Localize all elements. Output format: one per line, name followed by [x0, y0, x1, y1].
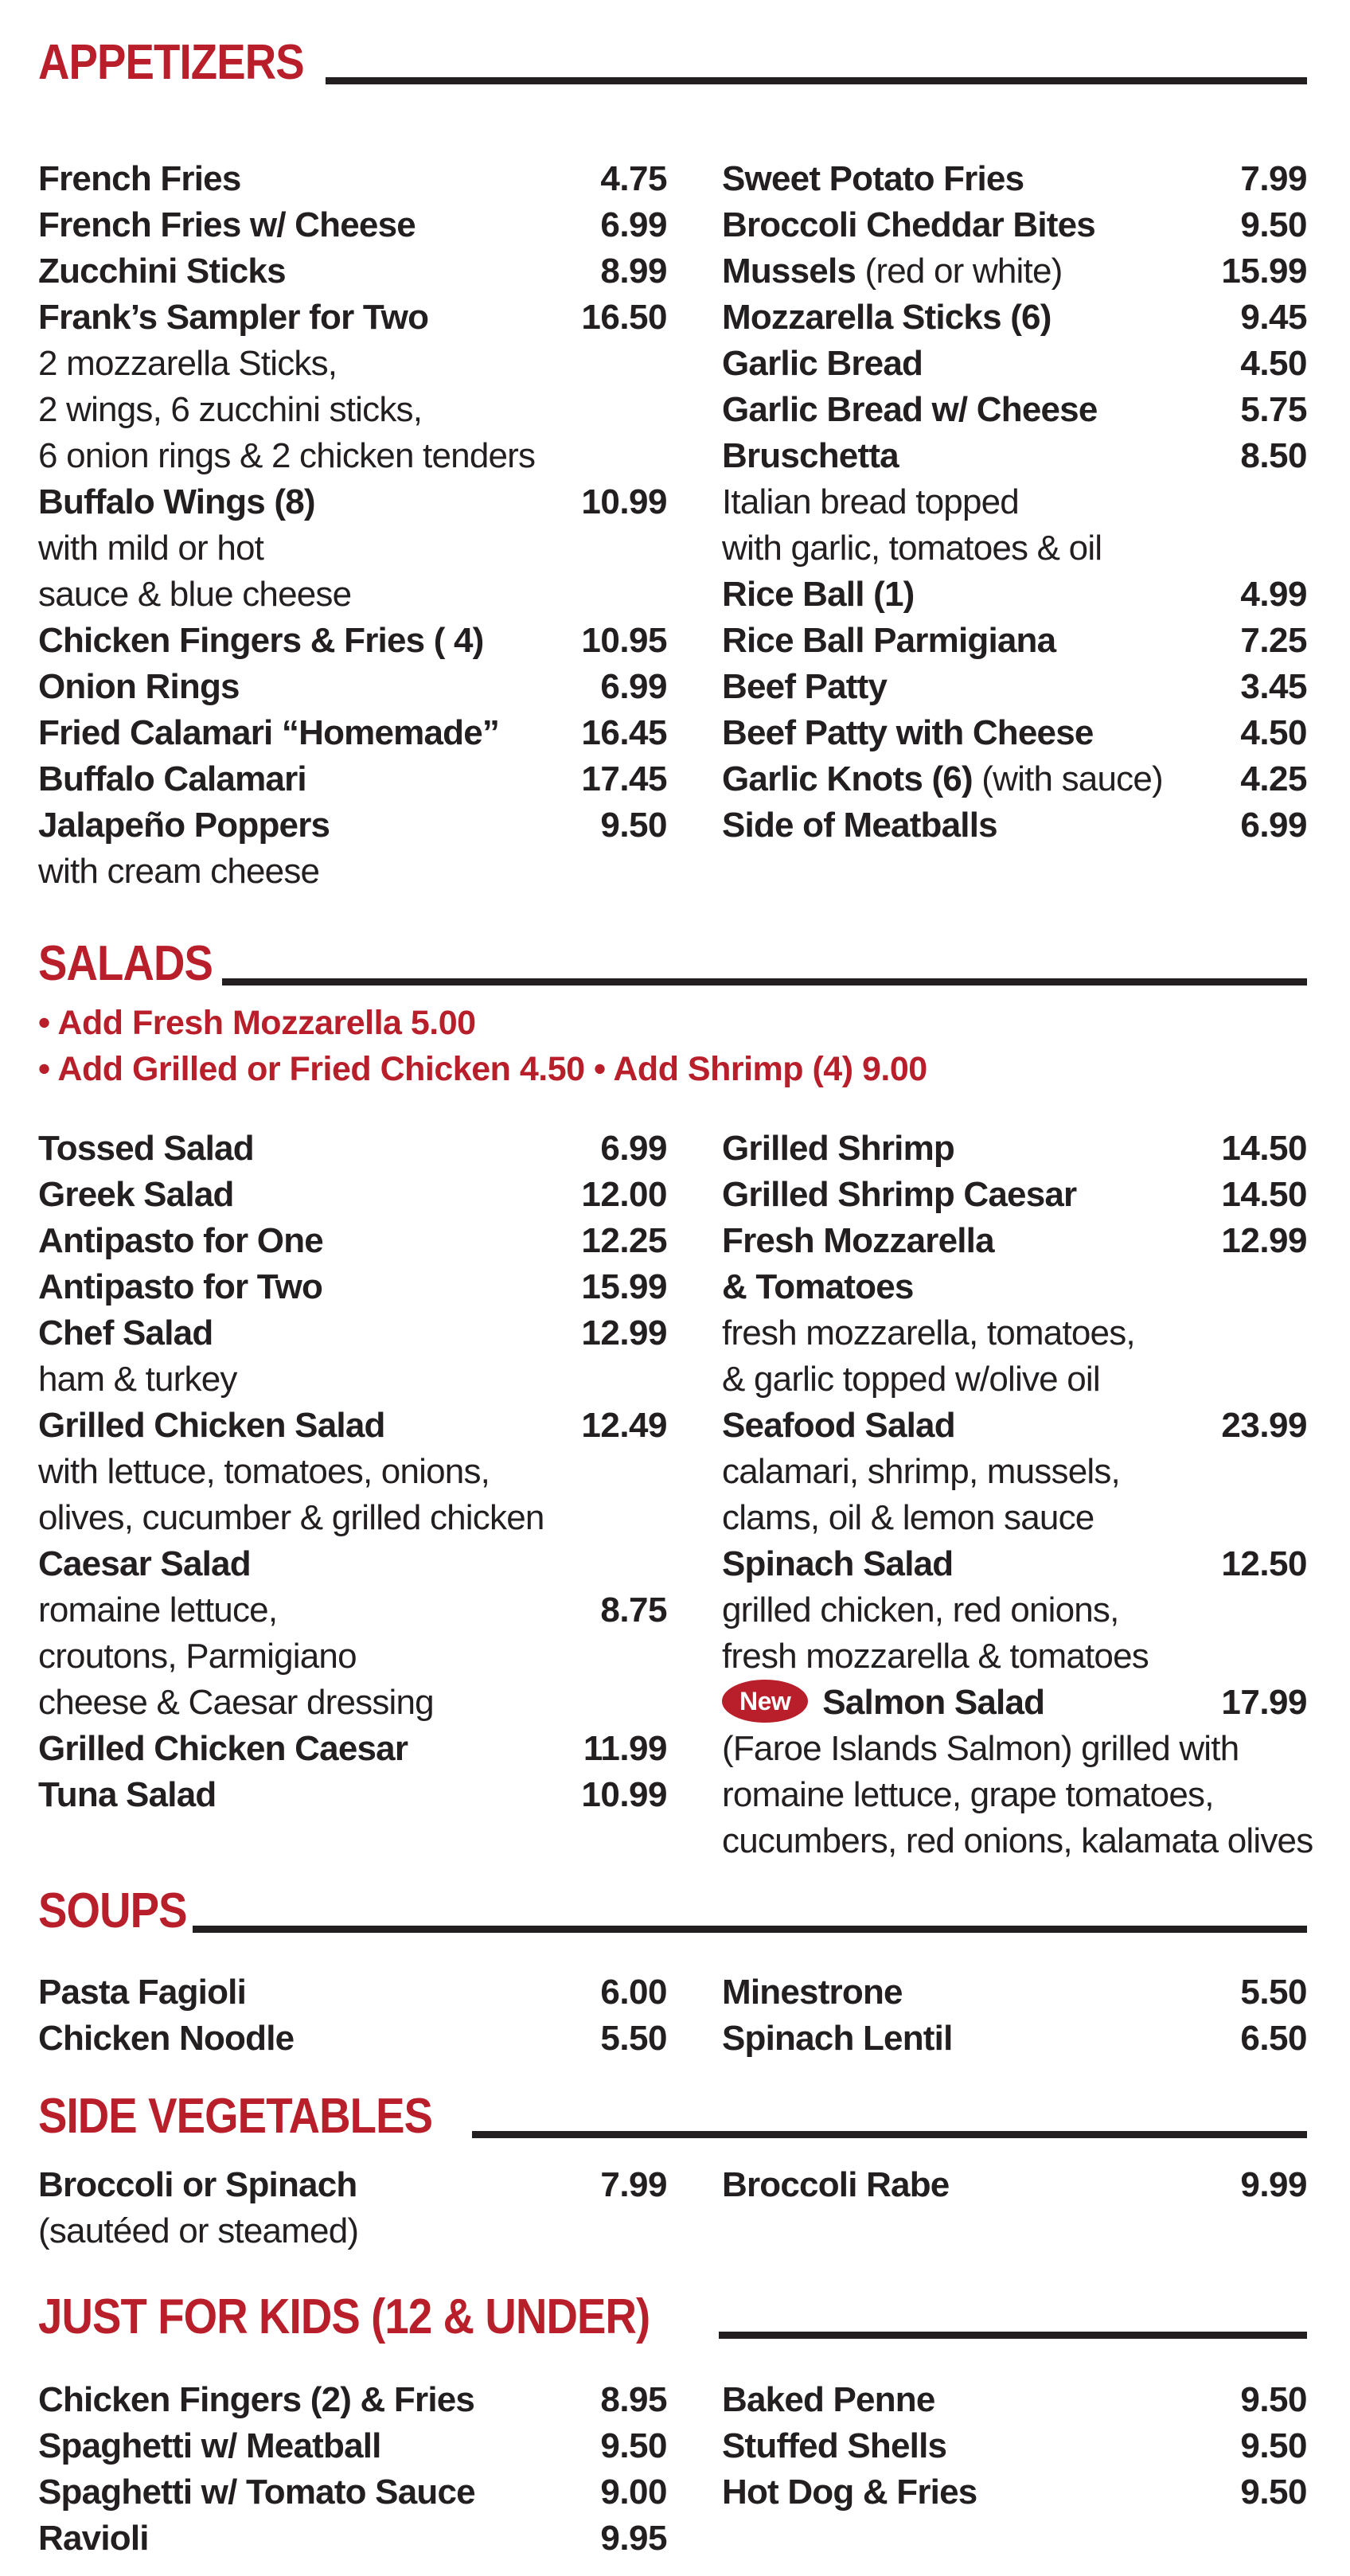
menu-item — [38, 1541, 667, 1587]
section-divider — [193, 1926, 1307, 1933]
item-price: 12.49 — [581, 1406, 667, 1445]
item-name — [722, 664, 887, 710]
item-name-text: Broccoli Cheddar Bites — [722, 205, 1095, 244]
item-description-line — [722, 1818, 1313, 1864]
salads-items — [38, 1126, 1313, 1864]
item-name — [722, 2016, 953, 2062]
item-description-line — [722, 1587, 1307, 1633]
item-description: calamari, shrimp, mussels, — [722, 1452, 1120, 1491]
item-description: (sautéed or steamed) — [38, 2211, 359, 2250]
item-name — [38, 479, 315, 525]
item-description-line — [38, 1680, 667, 1726]
menu-item — [722, 1218, 1307, 1264]
item-price: 4.99 — [1240, 575, 1307, 614]
item-price: 12.00 — [581, 1175, 667, 1214]
item-description: fresh mozzarella, tomatoes, — [722, 1313, 1135, 1352]
item-name — [38, 1172, 234, 1218]
soups-right-column — [722, 1969, 1307, 2062]
item-price: 3.45 — [1240, 667, 1307, 706]
item-price: 9.95 — [600, 2519, 667, 2558]
item-name-text: Caesar Salad — [38, 1544, 251, 1583]
item-name-text: Ravioli — [38, 2519, 149, 2558]
item-description-line — [38, 849, 667, 895]
menu-item — [38, 479, 667, 525]
item-description: olives, cucumber & grilled chicken — [38, 1498, 544, 1537]
item-name — [722, 710, 1094, 756]
item-price: 16.50 — [581, 298, 667, 337]
item-name — [722, 248, 1062, 295]
item-description: sauce & blue cheese — [38, 575, 352, 614]
item-name — [38, 802, 330, 849]
item-price: 6.50 — [1240, 2019, 1307, 2058]
menu-item — [38, 2377, 667, 2423]
item-description-line — [38, 1449, 667, 1495]
item-description: 6 onion rings & 2 chicken tenders — [38, 436, 536, 475]
menu-item — [38, 1403, 667, 1449]
item-name-text: Grilled Shrimp — [722, 1129, 954, 1168]
item-name-text: Antipasto for One — [38, 1221, 323, 1260]
item-name — [722, 433, 899, 479]
item-price: 9.50 — [1240, 2473, 1307, 2512]
item-description-line — [722, 1633, 1307, 1680]
menu-item — [722, 756, 1307, 802]
section-divider — [719, 2332, 1307, 2339]
item-description: & garlic topped w/olive oil — [722, 1360, 1100, 1399]
item-price: 12.50 — [1221, 1544, 1307, 1583]
item-price: 11.99 — [583, 1729, 667, 1768]
item-name-text: Fresh Mozzarella — [722, 1221, 994, 1260]
item-description-line — [38, 1633, 667, 1680]
item-name-text: Garlic Knots (6) — [722, 759, 973, 798]
item-name — [722, 1680, 1044, 1726]
item-description-line — [722, 1310, 1307, 1356]
menu-item — [38, 710, 667, 756]
item-name-text: French Fries w/ Cheese — [38, 205, 416, 244]
section-appetizers — [38, 24, 1307, 88]
item-name-text: Spinach Salad — [722, 1544, 954, 1583]
addon-line: • Add Fresh Mozzarella 5.00 — [38, 1004, 476, 1042]
item-name — [38, 1310, 213, 1356]
item-name-text: Grilled Chicken Caesar — [38, 1729, 408, 1768]
menu-item — [38, 248, 667, 295]
item-name-text: Spaghetti w/ Tomato Sauce — [38, 2473, 475, 2512]
item-description-line — [38, 525, 667, 572]
item-name — [38, 618, 484, 664]
item-name — [722, 202, 1095, 248]
appetizers-right-column — [722, 156, 1307, 895]
item-price: 9.50 — [1240, 205, 1307, 244]
item-note: (red or white) — [864, 252, 1063, 291]
section-salads — [38, 925, 1307, 1092]
item-description: cheese & Caesar dressing — [38, 1683, 434, 1722]
item-price: 12.99 — [1221, 1221, 1307, 1260]
item-name-text: Spaghetti w/ Meatball — [38, 2426, 381, 2465]
item-name-text: Onion Rings — [38, 667, 240, 706]
item-name — [722, 341, 923, 387]
item-name-text: Seafood Salad — [722, 1406, 955, 1445]
item-description: 2 wings, 6 zucchini sticks, — [38, 390, 423, 429]
item-price: 17.45 — [581, 759, 667, 798]
item-name — [722, 295, 1052, 341]
item-name-text: Frank’s Sampler for Two — [38, 298, 429, 337]
item-name — [722, 618, 1055, 664]
menu-item — [722, 1126, 1307, 1172]
menu-item — [722, 802, 1307, 849]
item-description: (Faroe Islands Salmon) grilled with — [722, 1729, 1239, 1768]
item-description: romaine lettuce, grape tomatoes, — [722, 1775, 1214, 1814]
item-name-text: Baked Penne — [722, 2380, 935, 2419]
kids-right-column — [722, 2377, 1307, 2562]
item-price: 15.99 — [581, 1267, 667, 1306]
item-description: cucumbers, red onions, kalamata olives — [722, 1821, 1313, 1860]
section-header — [38, 925, 1307, 989]
item-name — [38, 295, 428, 341]
item-name-text: Mussels — [722, 252, 856, 291]
addon-line: • Add Grilled or Fried Chicken 4.50 • Add Shrimp (4) 9.00 — [38, 1050, 927, 1088]
item-description-line — [722, 1356, 1307, 1403]
item-price: 8.99 — [600, 252, 667, 291]
item-name — [722, 2423, 946, 2469]
menu-item — [38, 756, 667, 802]
item-name — [38, 2377, 474, 2423]
menu-item — [38, 202, 667, 248]
item-price: 5.50 — [600, 2019, 667, 2058]
item-name-text: Chicken Noodle — [38, 2019, 295, 2058]
menu-item — [38, 1126, 667, 1172]
item-price: 6.99 — [1240, 806, 1307, 845]
item-price: 14.50 — [1221, 1129, 1307, 1168]
item-name-continued — [722, 1264, 1307, 1310]
item-description: with mild or hot — [38, 529, 264, 568]
item-description-line — [722, 525, 1307, 572]
item-name-text: Chicken Fingers & Fries ( 4) — [38, 621, 484, 660]
menu-item — [722, 710, 1307, 756]
menu-item — [38, 1969, 667, 2016]
item-description-line — [38, 1356, 667, 1403]
item-description-line — [38, 433, 667, 479]
item-name-text: Antipasto for Two — [38, 1267, 323, 1306]
item-price: 14.50 — [1221, 1175, 1307, 1214]
item-name — [722, 1218, 994, 1264]
item-name-text: Grilled Shrimp Caesar — [722, 1175, 1077, 1214]
salads-left-column — [38, 1126, 667, 1864]
item-name — [38, 2016, 294, 2062]
item-description: clams, oil & lemon sauce — [722, 1498, 1094, 1537]
item-price: 4.75 — [600, 159, 667, 198]
item-description-line — [722, 1449, 1307, 1495]
menu-item — [722, 1969, 1307, 2016]
item-name-text: Spinach Lentil — [722, 2019, 953, 2058]
item-name — [38, 2162, 357, 2208]
item-price: 9.50 — [1240, 2426, 1307, 2465]
item-name-text: Minestrone — [722, 1973, 903, 2012]
item-description-line — [38, 1495, 667, 1541]
item-price: 17.99 — [1221, 1683, 1307, 1722]
menu-item — [38, 802, 667, 849]
item-name-text: Stuffed Shells — [722, 2426, 947, 2465]
menu-item — [38, 664, 667, 710]
item-name — [722, 2162, 949, 2208]
section-title: SOUPS — [38, 1883, 187, 1938]
item-name — [722, 2377, 935, 2423]
item-price: 4.50 — [1240, 344, 1307, 383]
item-price: 6.00 — [600, 1973, 667, 2012]
section-title: SIDE VEGETABLES — [38, 2089, 433, 2144]
item-price: 9.45 — [1240, 298, 1307, 337]
item-name-text: Bruschetta — [722, 436, 899, 475]
menu-item — [722, 2469, 1307, 2516]
menu-item — [722, 664, 1307, 710]
appetizers-items — [38, 156, 1307, 895]
menu-item — [722, 202, 1307, 248]
side-vegetables-items — [38, 2162, 1307, 2254]
menu-item — [722, 1172, 1307, 1218]
item-description: with lettuce, tomatoes, onions, — [38, 1452, 490, 1491]
salad-addons — [38, 1000, 1307, 1092]
item-name-text: Salmon Salad — [822, 1683, 1045, 1722]
item-price: 6.99 — [600, 1129, 667, 1168]
menu-item — [722, 2377, 1307, 2423]
item-name — [722, 156, 1024, 202]
item-name — [38, 1403, 385, 1449]
item-name-text: Mozzarella Sticks (6) — [722, 298, 1052, 337]
item-name-text: Garlic Bread w/ Cheese — [722, 390, 1098, 429]
menu-item — [722, 2423, 1307, 2469]
item-name — [38, 248, 286, 295]
item-name-text: Chef Salad — [38, 1313, 213, 1352]
item-name-text: Side of Meatballs — [722, 806, 997, 845]
side-vegetables-left-column — [38, 2162, 667, 2254]
item-description-line — [38, 387, 667, 433]
menu-item — [722, 1541, 1307, 1587]
menu-item — [722, 618, 1307, 664]
item-description: Italian bread topped — [722, 482, 1019, 521]
item-name — [722, 572, 914, 618]
section-divider — [472, 2131, 1307, 2138]
item-description: croutons, Parmigiano — [38, 1637, 357, 1676]
menu-item — [38, 2016, 667, 2062]
item-description-line — [722, 1495, 1307, 1541]
new-badge: New — [722, 1680, 808, 1723]
item-name-text: Rice Ball Parmigiana — [722, 621, 1056, 660]
menu-item — [38, 2516, 667, 2562]
menu-item — [722, 387, 1307, 433]
item-name — [722, 756, 1163, 802]
item-name — [38, 1541, 251, 1587]
item-name-text: Buffalo Wings (8) — [38, 482, 315, 521]
item-name — [38, 2516, 149, 2562]
item-description: grilled chicken, red onions, — [722, 1590, 1119, 1630]
section-title: APPETIZERS — [38, 35, 304, 90]
section-soups — [38, 1872, 1307, 1936]
item-name-text: Buffalo Calamari — [38, 759, 306, 798]
menu-item — [38, 2469, 667, 2516]
item-description: ham & turkey — [38, 1360, 237, 1399]
item-price: 8.75 — [600, 1590, 667, 1630]
kids-items — [38, 2377, 1307, 2562]
item-price: 6.99 — [600, 667, 667, 706]
item-description: with cream cheese — [38, 852, 320, 891]
item-price: 8.50 — [1240, 436, 1307, 475]
menu-item — [722, 295, 1307, 341]
item-name-text: Broccoli Rabe — [722, 2165, 950, 2204]
item-name — [38, 1772, 216, 1818]
item-name — [722, 1126, 954, 1172]
item-name-text: French Fries — [38, 159, 241, 198]
item-name-text: Zucchini Sticks — [38, 252, 286, 291]
menu-item — [38, 2423, 667, 2469]
menu-item — [722, 572, 1307, 618]
menu-item — [722, 156, 1307, 202]
item-name-text: Hot Dog & Fries — [722, 2473, 977, 2512]
item-name-text: Garlic Bread — [722, 344, 923, 383]
section-divider — [222, 978, 1307, 986]
item-price: 12.99 — [581, 1313, 667, 1352]
section-divider — [326, 77, 1307, 84]
item-description-line — [722, 1772, 1307, 1818]
item-description: fresh mozzarella & tomatoes — [722, 1637, 1149, 1676]
item-name — [722, 802, 997, 849]
item-note: (with sauce) — [981, 759, 1163, 798]
item-name-text: Fried Calamari “Homemade” — [38, 713, 500, 752]
item-name — [722, 1541, 953, 1587]
item-price: 9.00 — [600, 2473, 667, 2512]
item-name-text: Pasta Fagioli — [38, 1973, 247, 2012]
section-title: SALADS — [38, 936, 213, 991]
menu-item — [722, 248, 1307, 295]
item-name — [38, 1969, 246, 2016]
item-name-text: Sweet Potato Fries — [722, 159, 1024, 198]
item-price: 4.50 — [1240, 713, 1307, 752]
kids-left-column — [38, 2377, 667, 2562]
item-name — [38, 1218, 323, 1264]
section-header — [38, 1872, 1307, 1936]
section-header — [38, 2078, 1307, 2144]
item-price: 23.99 — [1221, 1406, 1307, 1445]
item-description-line — [38, 1587, 667, 1633]
item-price: 7.25 — [1240, 621, 1307, 660]
side-vegetables-right-column — [722, 2162, 1307, 2254]
menu-item — [38, 1218, 667, 1264]
item-description-line — [38, 2208, 667, 2254]
appetizers-left-column — [38, 156, 667, 895]
item-description-line — [722, 479, 1307, 525]
section-side-vegetables — [38, 2078, 1307, 2144]
item-description-line — [722, 1726, 1307, 1772]
item-price: 9.50 — [600, 2426, 667, 2465]
item-name-text: Tossed Salad — [38, 1129, 254, 1168]
item-name — [722, 2469, 977, 2516]
item-name-text: Beef Patty — [722, 667, 888, 706]
item-name — [38, 2423, 381, 2469]
item-price: 15.99 — [1221, 252, 1307, 291]
item-price: 9.50 — [1240, 2380, 1307, 2419]
item-name — [38, 2469, 475, 2516]
item-price: 10.99 — [581, 482, 667, 521]
item-name-text: Beef Patty with Cheese — [722, 713, 1094, 752]
soups-items — [38, 1969, 1307, 2062]
item-name — [38, 1264, 322, 1310]
menu-item — [722, 1680, 1307, 1726]
item-name — [38, 756, 306, 802]
menu-item — [38, 618, 667, 664]
item-name-text: Chicken Fingers (2) & Fries — [38, 2380, 475, 2419]
item-name-text: Rice Ball (1) — [722, 575, 915, 614]
item-price: 8.95 — [600, 2380, 667, 2419]
item-name — [722, 1172, 1076, 1218]
item-description: romaine lettuce, — [38, 1590, 278, 1630]
item-name-text: Greek Salad — [38, 1175, 234, 1214]
item-price: 10.95 — [581, 621, 667, 660]
menu-item — [722, 341, 1307, 387]
item-name — [38, 710, 499, 756]
menu-item — [722, 1403, 1307, 1449]
menu-item — [38, 1726, 667, 1772]
section-header — [38, 2278, 1307, 2342]
menu-item — [38, 2162, 667, 2208]
item-name — [38, 664, 240, 710]
item-name — [722, 1969, 903, 2016]
menu-item — [38, 156, 667, 202]
item-price: 6.99 — [600, 205, 667, 244]
menu-item — [722, 433, 1307, 479]
item-price: 7.99 — [1240, 159, 1307, 198]
item-name — [38, 1126, 254, 1172]
item-description-line — [38, 341, 667, 387]
section-title: JUST FOR KIDS (12 & UNDER) — [38, 2289, 650, 2344]
item-price: 16.45 — [581, 713, 667, 752]
item-name-text: Broccoli or Spinach — [38, 2165, 357, 2204]
soups-left-column — [38, 1969, 667, 2062]
menu-item — [38, 1772, 667, 1818]
section-header — [38, 24, 1307, 88]
item-price: 5.75 — [1240, 390, 1307, 429]
menu-item — [38, 1264, 667, 1310]
item-price: 12.25 — [581, 1221, 667, 1260]
item-name — [38, 156, 241, 202]
menu-item — [38, 1172, 667, 1218]
item-price: 9.99 — [1240, 2165, 1307, 2204]
menu-item — [722, 2162, 1307, 2208]
item-description: with garlic, tomatoes & oil — [722, 529, 1102, 568]
item-description: 2 mozzarella Sticks, — [38, 344, 338, 383]
item-description-line — [38, 572, 667, 618]
item-price: 4.25 — [1240, 759, 1307, 798]
menu-item — [722, 2016, 1307, 2062]
item-name — [722, 387, 1098, 433]
item-price: 9.50 — [600, 806, 667, 845]
item-name-text: Grilled Chicken Salad — [38, 1406, 385, 1445]
salads-right-column — [722, 1126, 1313, 1864]
item-name-line2: & Tomatoes — [722, 1267, 914, 1306]
item-price: 5.50 — [1240, 1973, 1307, 2012]
item-price: 7.99 — [600, 2165, 667, 2204]
item-name — [38, 202, 416, 248]
section-kids — [38, 2278, 1307, 2342]
menu-item — [38, 295, 667, 341]
item-name-text: Tuna Salad — [38, 1775, 217, 1814]
item-name-text: Jalapeño Poppers — [38, 806, 330, 845]
item-price: 10.99 — [581, 1775, 667, 1814]
item-name — [722, 1403, 955, 1449]
menu-item — [38, 1310, 667, 1356]
item-name — [38, 1726, 408, 1772]
